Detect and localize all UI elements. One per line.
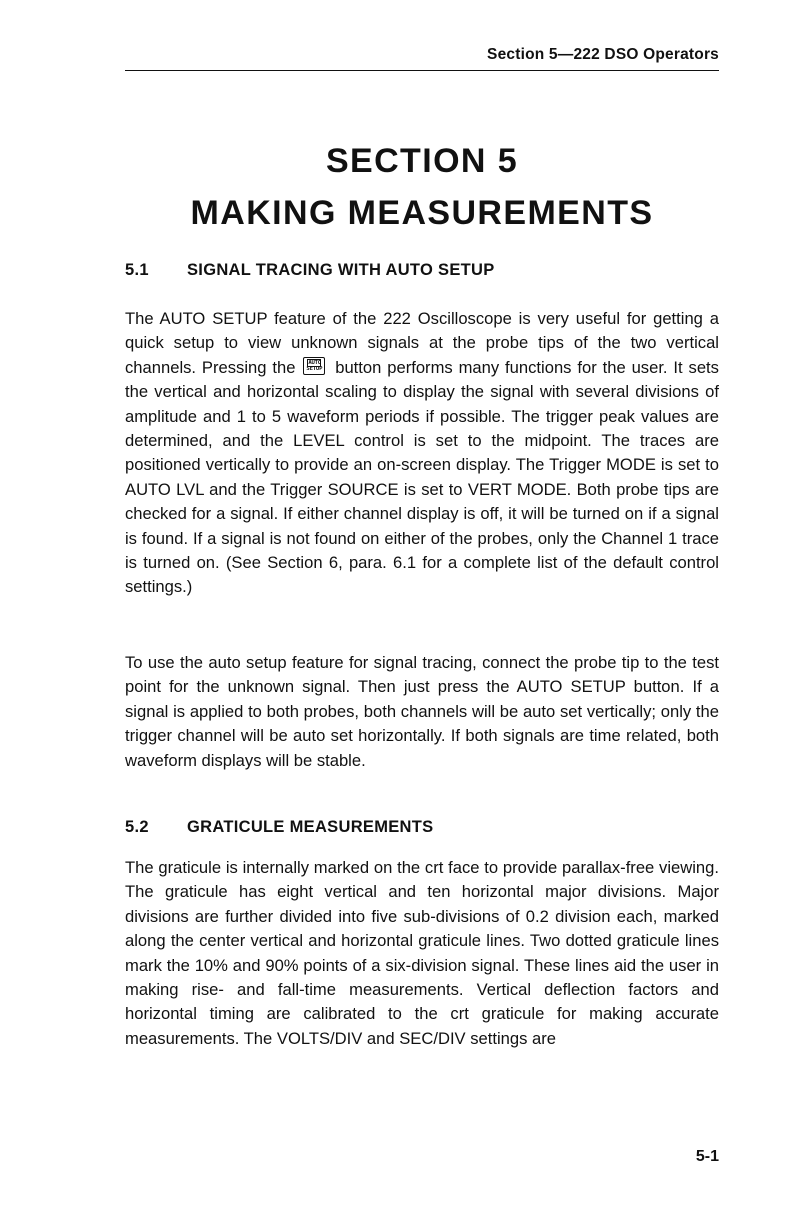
paragraph-text: The AUTO SETUP feature of the 222 Oscilloscope is very useful for getting a quick setup to view unknown signals at the probe tips of the two vertical channels. Pressing the bbox=[125, 309, 719, 377]
section-title: SECTION 5 bbox=[325, 142, 519, 180]
paragraph-auto-setup-intro bbox=[125, 307, 719, 600]
section-number: 5.1 bbox=[125, 261, 149, 279]
running-head: Section 5—222 DSO Operators bbox=[487, 46, 719, 63]
section-heading-text: SIGNAL TRACING WITH AUTO SETUP bbox=[187, 261, 495, 279]
paragraph-text: button performs many functions for the user. It sets the vertical and horizontal scaling to display the signal with several divisions of amplitude and 1 to 5 waveform periods if possible. The trigger peak values are determined, and the LEVEL control is set to the midpoint. The traces are positioned vertically to provide an on-screen display. The Trigger MODE is set to AUTO LVL and the Trigger SOURCE is set to VERT MODE. Both probe tips are checked for a signal. If either channel display is off, it will be turned on if a signal is found. If a signal is not found on either of the probes, only the Channel 1 trace is turned on. (See Section 6, para. 6.1 for a complete list of the default control settings.) bbox=[125, 357, 719, 597]
section-heading-text: GRATICULE MEASUREMENTS bbox=[187, 818, 434, 836]
section-subtitle: MAKING MEASUREMENTS bbox=[190, 194, 654, 232]
section-number: 5.2 bbox=[125, 818, 149, 836]
auto-setup-label-setup: SETUP bbox=[306, 366, 323, 373]
auto-setup-button-icon bbox=[303, 357, 325, 375]
header-rule bbox=[125, 70, 719, 71]
paragraph-graticule: The graticule is internally marked on the crt face to provide parallax-free viewing. The graticule has eight vertical and ten horizontal major divisions. Major divisions are further divided into five sub-divisions of 0.2 division each, marked along the center vertical and horizontal graticule lines. Two dotted graticule lines mark the 10% and 90% points of a six-division signal. These lines aid the user in making rise- and fall-time measurements. Vertical deflection factors and horizontal timing are calibrated to the crt graticule for making accurate measurements. The VOLTS/DIV and SEC/DIV settings are bbox=[125, 858, 719, 1048]
auto-setup-label-auto: AUTO bbox=[308, 360, 321, 367]
section-heading-5-1 bbox=[125, 261, 495, 280]
page-number: 5-1 bbox=[695, 1148, 719, 1165]
section-heading-5-2 bbox=[125, 818, 433, 837]
paragraph-signal-tracing: To use the auto setup feature for signal tracing, connect the probe tip to the test point for the unknown signal. Then just press the AUTO SETUP button. If a signal is applied to both probes, both channels will be auto set vertically; only the trigger channel will be auto set horizontally. If both signals are time related, both waveform displays will be stable. bbox=[125, 653, 719, 770]
